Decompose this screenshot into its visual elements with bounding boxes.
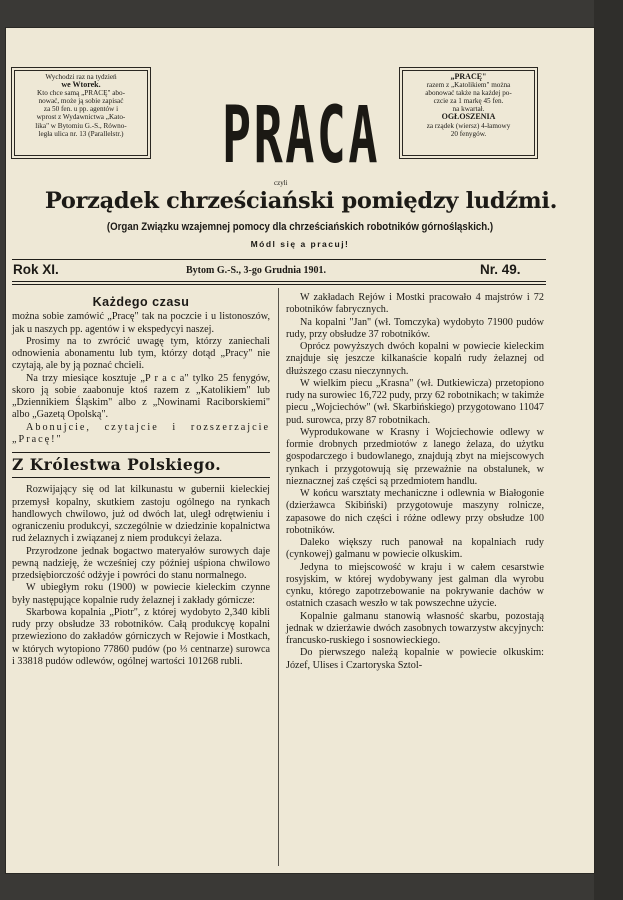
newspaper-page [6,28,594,873]
right-column [286,292,544,672]
right-box-line: na kwartał. [452,105,485,114]
left-box-line: lika" w Bytomiu G.-S., Równo- [35,121,127,130]
left-box-line: Wychodzi raz na tydzień [45,73,117,81]
paragraph: W ubiegłym roku (1900) w powiecie kieleckim czynne były następujące kopalnie rudy żelaznej i zakłady górnicze: [12,582,270,606]
right-box-line: razem z „Katolikiem" można [426,81,511,90]
heading-kazdego-czasu: Każdego czasu [92,295,190,309]
section-rule [12,477,270,478]
subscription-box-right [402,70,535,156]
left-box-line: wprost z Wydawnictwa „Kato- [36,113,126,122]
paragraph: W zakładach Rejów i Mostki pracowało 4 majstrów i 72 robotników fabrycznych. [286,292,544,316]
paragraph: W wielkim piecu „Krasna" (wł. Dutkiewicza) przetopiono rudy na surowiec 16,722 pudy, przy 62 robotnikach; w takimże piecu „Wojciechów" (wł. Skarbińskiego) przygotowano 11047 pud. surowca, przy 87 robotnikach. [286,377,544,426]
right-box-line: „PRACĘ" [450,72,487,81]
header-rule-bottom-thin [12,284,546,285]
paragraph: W końcu warsztaty mechaniczne i odlewnia w Białogonie (dzierżawca Skibiński) przygotowuje maszyny rolnicze, zapasowe do nich części i różne odlewy przy obsłudze 100 robotników. [286,488,544,536]
paragraph: Skarbowa kopalnia „Piotr", z której wydobyto 2,340 kibli rudy przy obsłudze 33 robotników. Całą produkcyę kopalni przewieziono do zakładów górniczych w Rejowie i Mostkach, w których wytopiono 77860 pudów (po ⅓ centnarze) surowca i 33818 pudów odlewów, ogólnej wartości 101268 rubli. [12,606,270,667]
right-box-line: za rządek (wiersz) 4-łamowy [426,121,511,130]
paragraph: Kopalnie galmanu stanowią własność skarbu, pozostają jednak w dzierżawie dwóch zasobnych towarzystw akcyjnych: francusko-ruskiego i sosnowieckiego. [286,610,544,646]
paragraph: Daleko większy ruch panował na kopalniach rudy (cynkowej) galmanu w powiecie olkuskim. [286,537,544,561]
masthead-title: PRACA [222,91,380,181]
paragraph: Abonujcie, czytajcie i rozszerzajcie „Pracę!" [12,421,270,445]
left-column [12,292,270,668]
paragraph: można sobie zamówić „Pracę" tak na poczcie i u listonoszów, jak u naszych pp. agentów i w ekspedycyi naszej. [12,311,270,335]
section-rule [12,452,270,453]
left-box-line: legła ulica nr. 13 (Parallelstr.) [38,129,124,138]
scan-edge [594,0,623,900]
right-box-line: czcie za 1 markę 45 fen. [433,97,504,106]
masthead-subtitle: Porządek chrześciański pomiędzy ludźmi. [44,188,558,214]
paragraph: Na trzy miesiące kosztuje „P r a c a" tylko 25 fenygów, skoro ją sobie zaabonuje ktoś razem z „Katolikiem" lub „Dziennikiem Śląskim" albo z „Nowinami Raciborskiemi" albo „Gazetą Opolską". [12,372,270,421]
paragraph: Rozwijający się od lat kilkunastu w gubernii kieleckiej przemysł kopalny, skutkiem zastoju ogólnego na rynkach handlowych chwilowo, już od dwóch lat, uległ odrętwieniu i ograniczeniu produkcyi, szczególnie w dziedzinie kopalnictwa rud żelaznych i związanej z niem produkcyi żelaza. [12,484,270,545]
masthead-motto: Módl się a pracuj! [250,239,350,249]
left-box-line: Kto chce samą „PRACĘ" abo- [37,89,125,98]
issue-number: Nr. 49. [480,262,521,277]
heading-z-krolestwa-polskiego: Z Królestwa Polskiego. [12,455,222,474]
subscription-box-left [14,70,148,156]
paragraph: Oprócz powyższych dwóch kopalni w powiecie kieleckim znajduje się jeszcze kilkanaście kopalń rudy żelaznej od dłuższego czasu nieczynnych. [286,341,544,377]
paragraph: Na kopalni "Jan" (wł. Tomczyka) wydobyto 71900 pudów rudy, przy obsłudze 37 robotników. [286,316,544,340]
paragraph: Prosimy na to zwrócić uwagę tym, którzy zaniechali odnowienia abonamentu lub tym, którzy dotąd „Pracy" nie czytają, ale by ją poznać chcieli. [12,335,270,372]
right-box-line: 20 fenygów. [450,129,487,138]
left-box-line: za 50 fen. u pp. agentów i [43,105,119,114]
left-box-line: nować, może ją sobie zapisać [38,97,124,106]
masthead-organ: (Organ Związku wzajemnej pomocy dla chrześciańskich robotników górnośląskich.) [106,221,494,233]
paragraph: Do pierwszego należą kopalnie w powiecie olkuskim: Józef, Ulises i Czartoryska Sztol- [286,647,544,671]
header-rule-bottom [12,281,546,282]
left-box-line: we Wtorek. [61,80,101,90]
issue-year: Rok XI. [13,262,59,277]
masthead-czyli: czyli [274,179,288,187]
paragraph: Przyrodzone jednak bogactwo materyałów surowych daje pewną nadzieję, że wcześniej czy później uśpiona chwilowo przedsiębiorczość odżyje i powróci do stanu normalnego. [12,545,270,581]
column-divider [278,288,279,866]
header-rule-top [12,259,546,260]
right-box-line: abonować także na każdej po- [425,89,512,98]
paragraph: Wyprodukowane w Krasny i Wojciechowie odlewy w formie drobnych przedmiotów z lanego żelaza, do użytku gospodarczego i budowlanego, znajdują zbyt na miejscowych rynkach i przygotowują się przeważnie na obstalunek, w nieznacznej zaś części są przedmiotem handlu. [286,426,544,487]
issue-place-date: Bytom G.-S., 3-go Grudnia 1901. [186,265,327,276]
right-box-line: OGŁOSZENIA [441,112,496,122]
paragraph: Jedyna to miejscowość w kraju i w całem cesarstwie rosyjskim, w której wydobywany jest galman dla wyrobu cynku, którego zapotrzebowanie na pokrywanie dachów w ostatnich czasach weszło w tak powszechne użycie. [286,561,544,610]
